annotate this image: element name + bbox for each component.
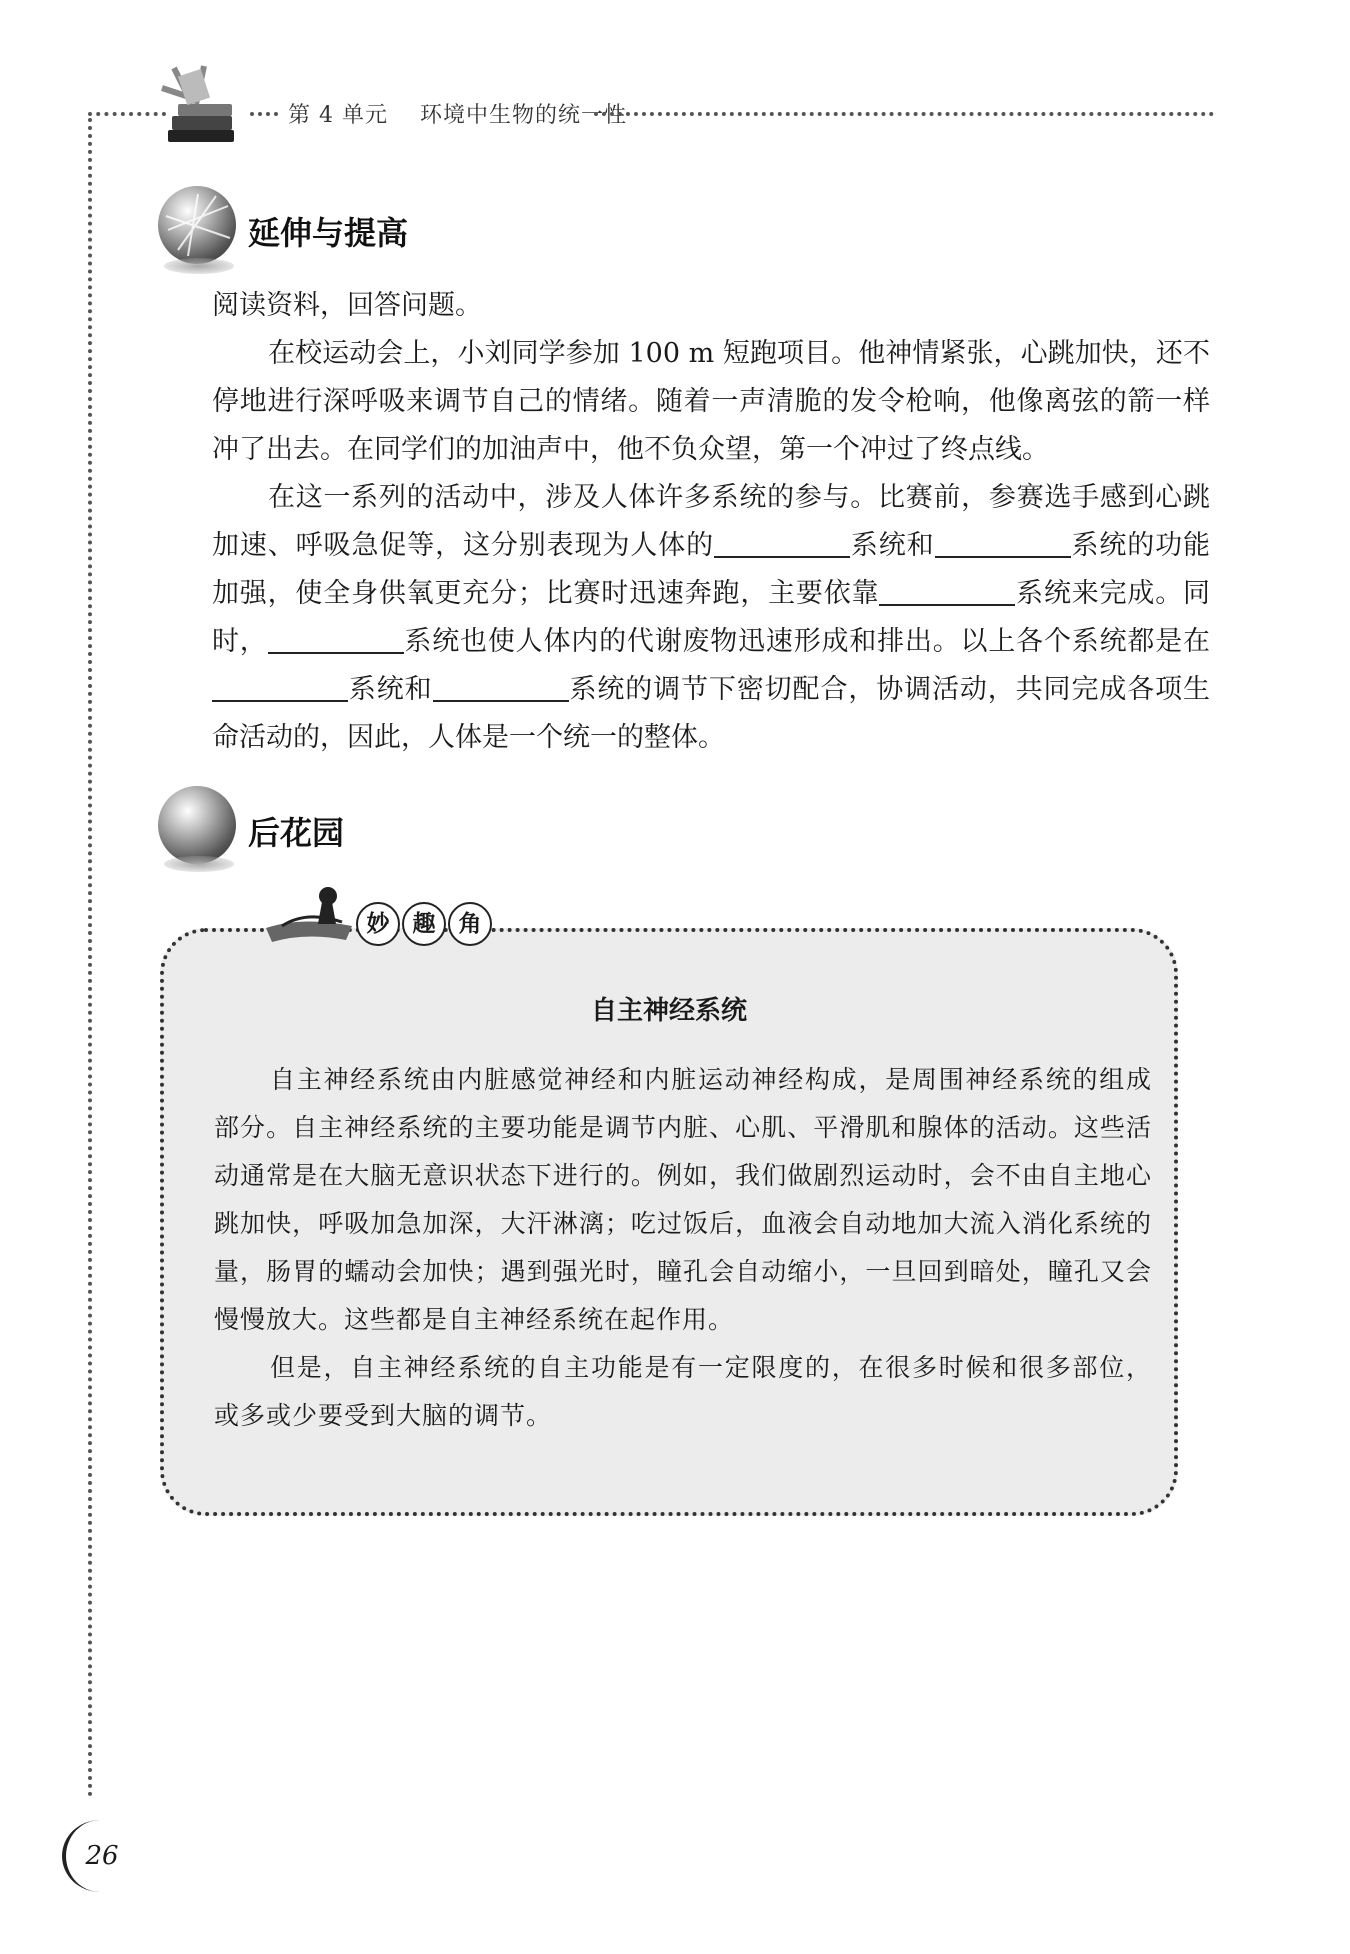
fun-corner-badge: [356, 902, 492, 946]
answer-blank-1[interactable]: [714, 526, 850, 558]
answer-blank-2[interactable]: [935, 526, 1071, 558]
question-text-7: 系统的调节下密切配合，协调活动，共同完成各项生命活动的，因此，人体是一个统一的整体。: [212, 674, 1211, 753]
box-title: 自主神经系统: [590, 996, 747, 1026]
answer-blank-6[interactable]: [433, 670, 569, 702]
question-text-1: 在这一系列的活动中，涉及人体许多系统的参与。比赛前，参赛选手感到心跳加速、呼吸急促等，这分别表现为人体的: [212, 482, 1210, 561]
question-text-6: 系统和: [348, 674, 433, 705]
badge-char-3: 角: [448, 902, 492, 946]
badge-char-2: 趣: [402, 902, 446, 946]
section-ball-icon: [158, 186, 236, 264]
section-ball-icon-2: [158, 786, 236, 864]
question-text-2: 系统和: [850, 530, 935, 561]
ball-shadow-2: [164, 856, 234, 872]
section-title-garden: 后花园: [248, 814, 345, 852]
section-title-extension: 延伸与提高: [248, 214, 409, 252]
books-icon: [152, 58, 252, 158]
header-unit-title: 第 4 单元 环境中生物的统一性: [288, 103, 627, 128]
ball-shadow: [164, 258, 234, 274]
answer-blank-4[interactable]: [268, 622, 404, 654]
header-rule-left: [250, 112, 278, 116]
box-paragraph-2: 但是，自主神经系统的自主功能是有一定限度的，在很多时候和很多部位，或多或少要受到大脑的调节。: [214, 1353, 1152, 1430]
question-text-5: 系统也使人体内的代谢废物迅速形成和排出。以上各个系统都是在: [403, 626, 1211, 657]
question-paragraph: [212, 474, 1210, 762]
badge-char-1: 妙: [356, 902, 400, 946]
question-text-4: 系统来完成。同时，: [212, 578, 1211, 657]
question-text-3: 系统的功能加强，使全身供氧更充分；比赛时迅速奔跑，主要依靠: [212, 530, 1211, 609]
reading-intro: 阅读资料，回答问题。: [212, 290, 482, 321]
globe-lines-icon: [158, 186, 236, 264]
reading-cat-icon: [262, 880, 358, 950]
page-number: 26: [62, 1820, 138, 1892]
answer-blank-3[interactable]: [879, 574, 1015, 606]
reading-passage: 在校运动会上，小刘同学参加 100 m 短跑项目。他神情紧张，心跳加快，还不停地进行深呼吸来调节自己的情绪。随着一声清脆的发令枪响，他像离弦的箭一样冲了出去。在同学们的加油声中，他不负众望，第一个冲过了终点线。: [212, 338, 1210, 465]
page-border-left: [88, 118, 92, 1798]
box-paragraph-1: 自主神经系统由内脏感觉神经和内脏运动神经构成，是周围神经系统的组成部分。自主神经系统的主要功能是调节内脏、心肌、平滑肌和腺体的活动。这些活动通常是在大脑无意识状态下进行的。例如，我们做剧烈运动时，会不由自主地心跳加快，呼吸加急加深，大汗淋漓；吃过饭后，血液会自动地加大流入消化系统的量，肠胃的蠕动会加快；遇到强光时，瞳孔会自动缩小，一旦回到暗处，瞳孔又会慢慢放大。这些都是自主神经系统在起作用。: [214, 1065, 1152, 1334]
answer-blank-5[interactable]: [212, 670, 348, 702]
header-rule-right: [594, 112, 1214, 116]
